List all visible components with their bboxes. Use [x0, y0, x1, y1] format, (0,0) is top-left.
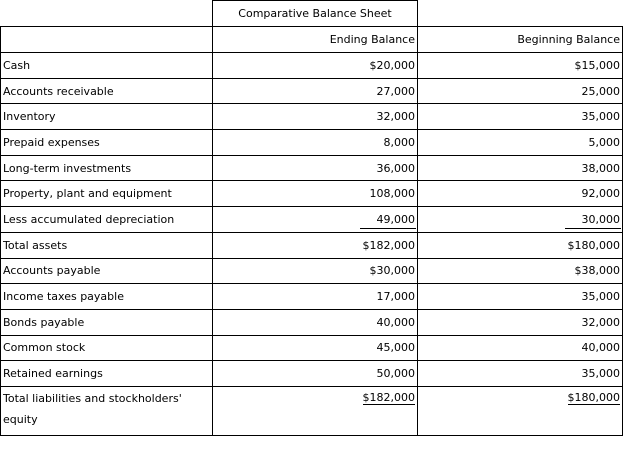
ending-value: 45,000 — [213, 335, 418, 361]
beginning-value: 30,000 — [581, 212, 620, 226]
subtotal-underline — [565, 228, 621, 229]
ending-value: 108,000 — [213, 181, 418, 207]
beginning-value-underlined — [418, 207, 623, 233]
beginning-value: $15,000 — [418, 53, 623, 79]
table-row — [1, 386, 623, 435]
beginning-total-value: $180,000 — [567, 390, 620, 404]
ending-value: $30,000 — [213, 258, 418, 284]
table-row — [1, 232, 623, 258]
beginning-value: $38,000 — [418, 258, 623, 284]
table-row — [1, 309, 623, 335]
table-row — [1, 335, 623, 361]
ending-value: 50,000 — [213, 361, 418, 387]
table-row — [1, 258, 623, 284]
table-row — [1, 78, 623, 104]
table-row — [1, 53, 623, 79]
row-label: Long-term investments — [1, 155, 213, 181]
beginning-value: 92,000 — [418, 181, 623, 207]
beginning-value: 32,000 — [418, 309, 623, 335]
beginning-value: 38,000 — [418, 155, 623, 181]
ending-value: 32,000 — [213, 104, 418, 130]
ending-value: 17,000 — [213, 284, 418, 310]
beginning-value — [568, 391, 621, 405]
row-label: Retained earnings — [1, 361, 213, 387]
beginning-value: 5,000 — [418, 130, 623, 156]
row-label: Bonds payable — [1, 309, 213, 335]
row-label: Accounts payable — [1, 258, 213, 284]
table-row — [1, 361, 623, 387]
ending-total-cell — [213, 386, 418, 435]
beginning-total-cell — [418, 386, 623, 435]
beginning-value: 25,000 — [418, 78, 623, 104]
table-row — [1, 181, 623, 207]
blank-header-cell — [1, 27, 213, 53]
col-header-beginning: Beginning Balance — [418, 27, 623, 53]
ending-value: 40,000 — [213, 309, 418, 335]
col-header-ending: Ending Balance — [213, 27, 418, 53]
row-label: Property, plant and equipment — [1, 181, 213, 207]
blank-title-cell — [418, 1, 623, 27]
beginning-value: 35,000 — [418, 284, 623, 310]
sheet-title: Comparative Balance Sheet — [213, 1, 418, 27]
row-label: Total liabilities and stockholders' equity — [1, 386, 213, 435]
beginning-value: 40,000 — [418, 335, 623, 361]
table-row — [1, 207, 623, 233]
ending-value: $20,000 — [213, 53, 418, 79]
ending-value: 36,000 — [213, 155, 418, 181]
row-label: Common stock — [1, 335, 213, 361]
row-label: Total assets — [1, 232, 213, 258]
table-row — [1, 284, 623, 310]
ending-value: 27,000 — [213, 78, 418, 104]
ending-value: $182,000 — [213, 232, 418, 258]
row-label: Accounts receivable — [1, 78, 213, 104]
table-row — [1, 104, 623, 130]
table-row — [1, 155, 623, 181]
ending-value: 49,000 — [376, 212, 415, 226]
ending-value: 8,000 — [213, 130, 418, 156]
beginning-value: 35,000 — [418, 361, 623, 387]
beginning-value: $180,000 — [418, 232, 623, 258]
table-row — [1, 130, 623, 156]
ending-total-value: $182,000 — [362, 390, 415, 404]
blank-corner-cell — [1, 1, 213, 27]
ending-value-underlined — [213, 207, 418, 233]
row-label: Cash — [1, 53, 213, 79]
ending-value — [363, 391, 416, 405]
subtotal-underline — [360, 228, 416, 229]
row-label: Income taxes payable — [1, 284, 213, 310]
beginning-value: 35,000 — [418, 104, 623, 130]
row-label: Less accumulated depreciation — [1, 207, 213, 233]
row-label: Prepaid expenses — [1, 130, 213, 156]
row-label: Inventory — [1, 104, 213, 130]
